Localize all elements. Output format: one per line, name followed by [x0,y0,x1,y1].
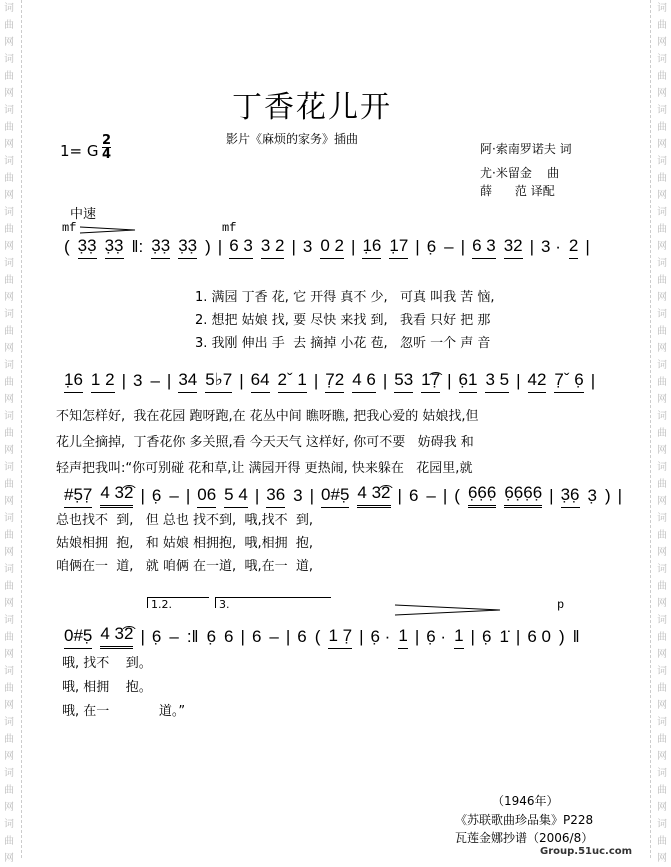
watermark-char: 曲 [657,836,667,847]
watermark-char: 曲 [657,632,667,643]
music-line-2 [60,370,598,393]
watermark-char: 词 [4,207,14,218]
note-group: 1 [454,626,463,649]
bar-line: | [529,237,535,256]
note-group: 6 3 [472,236,496,259]
watermark-char: 曲 [4,581,14,592]
bar-line: | [140,627,145,646]
time-sig-top: 2 [102,133,112,148]
decrescendo-hairpin [395,603,505,617]
note-group: 1̣6 [64,370,83,393]
note-group: 3̣ [587,486,597,505]
watermark-char: 网 [657,37,667,48]
bar-line: | [460,237,466,256]
bar-line: | [516,371,521,390]
dynamic-coda: p [557,598,565,612]
note-group: 4 3͡2 [100,483,133,508]
watermark-char: 曲 [4,20,14,31]
watermark-char: 网 [657,496,667,507]
volta-3: 3. [215,597,331,608]
watermark-char: 网 [4,139,14,150]
watermark-char: 词 [657,309,667,320]
watermark-char: 曲 [657,173,667,184]
watermark-char: 网 [657,88,667,99]
note-group: 6̣ · [370,627,391,646]
watermark-char: 网 [4,598,14,609]
dynamic-intro: mf [62,221,77,235]
watermark-char: 网 [657,292,667,303]
bar-line: | [549,486,554,505]
note-group: 3̣3̣ [178,236,197,259]
note-group: 3 [132,371,143,390]
key-signature: 1= G [60,142,99,160]
note-group: – [169,627,179,646]
bar-line: | [291,237,296,256]
note-group: 0 2 [320,236,344,259]
note-group: 6 0 [527,627,551,646]
music-line-1 [60,236,593,259]
watermark-char: 曲 [4,71,14,82]
watermark-char: 网 [4,37,14,48]
watermark-char: 词 [657,768,667,779]
bar-line: | [121,371,126,390]
note-group: 06 [197,485,216,508]
bar-line: | [415,237,420,256]
note-group: ‖ [572,627,580,646]
watermark-char: 词 [657,3,667,14]
watermark-char: 曲 [4,377,14,388]
watermark-char: 网 [657,241,667,252]
watermark-char: 词 [4,156,14,167]
side-watermark-left [2,0,16,867]
note-group: 6 [297,627,307,646]
watermark-char: 曲 [657,734,667,745]
bar-line: | [447,371,452,390]
watermark-char: 词 [657,156,667,167]
watermark-char: 曲 [4,224,14,235]
watermark-char: 网 [657,139,667,150]
watermark-char: 曲 [4,734,14,745]
bar-line: | [285,627,291,646]
note-group: 6̣1 [459,370,478,393]
note-group: 2 [569,236,578,259]
watermark-char: 词 [657,207,667,218]
watermark-char: 词 [657,717,667,728]
watermark-char: 网 [657,802,667,813]
watermark-char: 曲 [657,428,667,439]
watermark-char: 词 [4,564,14,575]
lyric-line-2-verse-1: 不知怎样好, 我在花园 跑呀跑,在 花丛中间 瞧呀瞧, 把我心爱的 姑娘找,但 [56,409,479,424]
note-group: 3 5 [485,370,509,393]
watermark-char: 曲 [657,326,667,337]
note-group: 6̣ [151,627,162,646]
watermark-char: 网 [4,343,14,354]
translator-credit: 薛 范 译配 [480,184,555,198]
watermark-char: 词 [657,360,667,371]
note-group: 5 4 [224,485,248,508]
time-sig-bottom: 4 [102,147,112,162]
watermark-char: 词 [657,564,667,575]
year-note: （1946年） [492,794,559,808]
watermark-char: 词 [4,768,14,779]
watermark-char: 词 [4,3,14,14]
note-group: 3̣3̣ [151,236,170,259]
side-watermark-right [655,0,669,867]
watermark-char: 词 [4,360,14,371]
bar-line: | [140,486,145,505]
note-group: 1̇ [499,627,509,646]
bar-line: | [185,486,191,505]
bar-line: | [382,371,388,390]
watermark-char: 网 [657,853,667,864]
bar-line: | [254,486,260,505]
watermark-char: 网 [4,292,14,303]
watermark-char: 网 [4,802,14,813]
lyric-line-2-verse-2: 花儿全摘掉, 丁香花你 多关照,看 今天天气 这样好, 你可不要 妨碍我 和 [56,435,474,450]
bar-line: | [359,627,364,646]
note-group: 42 [528,370,547,393]
watermark-char: 词 [657,411,667,422]
song-title: 丁香花儿开 [232,90,392,125]
bar-line: | [240,627,245,646]
note-group: 34 [178,370,197,393]
note-group: ( [64,237,70,256]
note-group: 3 [293,486,303,505]
right-margin-line [650,0,651,858]
note-group: – [269,627,279,646]
watermark-char: 曲 [657,275,667,286]
volta-1-2: 1.2. [147,597,209,608]
note-group: – [169,486,179,505]
watermark-char: 曲 [4,836,14,847]
lyric-line-4-verse-3: 哦, 在一 道。” [62,704,186,719]
watermark-char: 曲 [657,479,667,490]
bar-line: | [239,371,244,390]
bar-line: | [470,627,475,646]
note-group: 3̣6̣ [561,485,580,508]
watermark-char: 词 [4,513,14,524]
watermark-char: 曲 [657,785,667,796]
note-group: 7̣2 [325,370,344,393]
watermark-char: 网 [4,190,14,201]
note-group: #5̣7̣ [64,485,92,508]
copyist-note: 瓦莲金娜抄谱（2006/8） [455,831,594,845]
watermark-char: 曲 [4,785,14,796]
lyric-line-4-verse-1: 哦, 找不 到。 [62,656,152,671]
bar-line: | [351,237,356,256]
watermark-char: 词 [4,309,14,320]
watermark-char: 网 [4,547,14,558]
watermark-char: 曲 [657,20,667,31]
dynamic-verse: mf [222,221,237,235]
music-line-3 [60,483,625,508]
watermark-char: 曲 [4,326,14,337]
watermark-char: 曲 [657,122,667,133]
note-group: 1 7̣ [328,626,352,649]
note-group: ‖: [131,237,144,256]
watermark-char: 网 [4,853,14,864]
source-note: 《苏联歌曲珍品集》P228 [455,813,594,827]
note-group: ) [558,627,565,646]
note-group: 1͡7̣ [421,370,440,393]
watermark-char: 曲 [657,224,667,235]
note-group: 6̣ [151,486,162,505]
bar-line: | [515,627,521,646]
watermark-char: 词 [4,411,14,422]
watermark-char: 网 [4,649,14,660]
lyric-line-3-verse-1: 总也找不 到, 但 总也 找不到, 哦,找不 到, [56,513,313,528]
note-group: 6̣6̣6̣6̣ [504,483,542,508]
note-group: 6̣ [426,237,437,256]
watermark-char: 词 [657,462,667,473]
watermark-char: 网 [657,190,667,201]
note-group: ) [205,237,211,256]
watermark-char: 网 [657,700,667,711]
watermark-char: 词 [4,666,14,677]
watermark-char: 网 [4,88,14,99]
watermark-char: 词 [4,462,14,473]
bar-line: | [585,237,590,256]
note-group: ( [314,627,321,646]
watermark-char: 词 [657,105,667,116]
note-group: 6̣ [481,627,492,646]
note-group: 0#5̣ [321,485,349,508]
note-group: :‖ [186,627,199,646]
watermark-char: 曲 [4,632,14,643]
watermark-char: 网 [657,547,667,558]
watermark-char: 网 [657,445,667,456]
watermark-char: 曲 [4,683,14,694]
bar-line: | [617,486,623,505]
watermark-char: 曲 [657,683,667,694]
bar-line: | [590,371,596,390]
watermark-char: 词 [4,105,14,116]
watermark-char: 网 [4,751,14,762]
left-margin-line [21,0,22,858]
note-group: 64 [251,370,270,393]
lyric-line-3-verse-3: 咱俩在一 道, 就 咱俩 在一道, 哦,在一 道, [56,559,313,574]
watermark-char: 网 [4,700,14,711]
note-group: 4 3͡2 [100,624,133,649]
watermark-char: 曲 [4,479,14,490]
watermark-char: 词 [4,258,14,269]
bar-line: | [442,486,448,505]
time-signature [102,134,111,161]
note-group: ( [454,486,460,505]
note-group: 6 [224,627,234,646]
watermark-char: 曲 [4,173,14,184]
watermark-char: 网 [4,241,14,252]
bar-line: | [309,486,315,505]
note-group: 2ˇ 1 [278,370,307,393]
watermark-char: 词 [657,54,667,65]
lyric-line-3-verse-2: 姑娘相拥 抱, 和 姑娘 相拥抱, 哦,相拥 抱, [56,536,313,551]
note-group: 4 3͡2 [357,483,390,508]
bar-line: | [397,486,402,505]
note-group: 3 2 [261,236,285,259]
note-group: ) [604,486,611,505]
watermark-char: 曲 [657,71,667,82]
note-group: 36 [266,485,285,508]
note-group: 32 [504,236,523,259]
bar-line: | [414,627,420,646]
watermark-char: 词 [657,258,667,269]
bar-line: | [217,237,223,256]
note-group: 1̣7 [389,236,408,259]
note-group: 3̣3̣ [105,236,124,259]
note-group: 4 6 [352,370,376,393]
note-group: 3 · [541,237,561,256]
lyricist-credit: 阿·索南罗诺夫 词 [480,142,572,156]
watermark-char: 曲 [4,122,14,133]
note-group: – [426,486,436,505]
watermark-char: 网 [657,343,667,354]
watermark-char: 词 [4,615,14,626]
note-group: – [150,371,160,390]
tempo-marking: 中速 [70,207,97,222]
watermark-char: 曲 [657,377,667,388]
note-group: 3 [302,237,313,256]
watermark-char: 网 [4,394,14,405]
watermark-char: 网 [4,496,14,507]
lyric-line-1-verse-2: 2. 想把 姑娘 找, 要 尽快 来找 到, 我看 只好 把 那 [195,313,491,328]
watermark-char: 曲 [4,275,14,286]
watermark-char: 网 [4,445,14,456]
note-group: 6̣6̣6̣ [468,483,496,508]
watermark-char: 网 [657,598,667,609]
watermark-char: 词 [657,513,667,524]
note-group: 1 [398,626,407,649]
watermark-char: 词 [657,615,667,626]
composer-credit: 尤·米留金 曲 [480,166,560,180]
watermark-char: 词 [657,819,667,830]
note-group: 3̣3̣ [78,236,97,259]
note-group: 53 [394,370,413,393]
watermark-char: 曲 [4,530,14,541]
note-group: 1̣6 [362,236,381,259]
watermark-char: 曲 [657,581,667,592]
watermark-char: 词 [4,717,14,728]
watermark-char: 曲 [4,428,14,439]
watermark-char: 词 [657,666,667,677]
bar-line: | [313,371,319,390]
watermark-char: 网 [657,394,667,405]
lyric-line-2-verse-3: 轻声把我叫:“你可别碰 花和草,让 满园开得 更热闹, 快来躲在 花园里,就 [56,461,473,476]
lyric-line-1-verse-3: 3. 我刚 伸出 手 去 摘掉 小花 苞, 忽听 一个 声 音 [195,336,491,351]
note-group: 6̣ [206,627,217,646]
note-group: 6̣ · [426,627,447,646]
note-group: 0#5̣ [64,626,92,649]
note-group: 6 [251,627,262,646]
music-line-4 [60,624,584,649]
note-group: 1 2 [91,370,115,393]
lyric-line-1-verse-1: 1. 满园 丁香 花, 它 开得 真不 少, 可真 叫我 苦 恼, [195,290,495,305]
note-group: 6 [408,486,419,505]
note-group: 6 3 [229,236,253,259]
site-watermark: Group.51uc.com [540,846,633,857]
song-subtitle: 影片《麻烦的家务》插曲 [226,132,359,146]
bar-line: | [166,371,172,390]
watermark-char: 网 [657,649,667,660]
note-group: – [444,237,454,256]
watermark-char: 词 [4,54,14,65]
note-group: 7̣ˇ 6̣ [554,370,583,393]
crescendo-hairpin [80,224,140,236]
watermark-char: 曲 [657,530,667,541]
watermark-char: 网 [657,751,667,762]
watermark-char: 词 [4,819,14,830]
lyric-line-4-verse-2: 哦, 相拥 抱。 [62,680,152,695]
note-group: 5♭7 [205,370,232,393]
